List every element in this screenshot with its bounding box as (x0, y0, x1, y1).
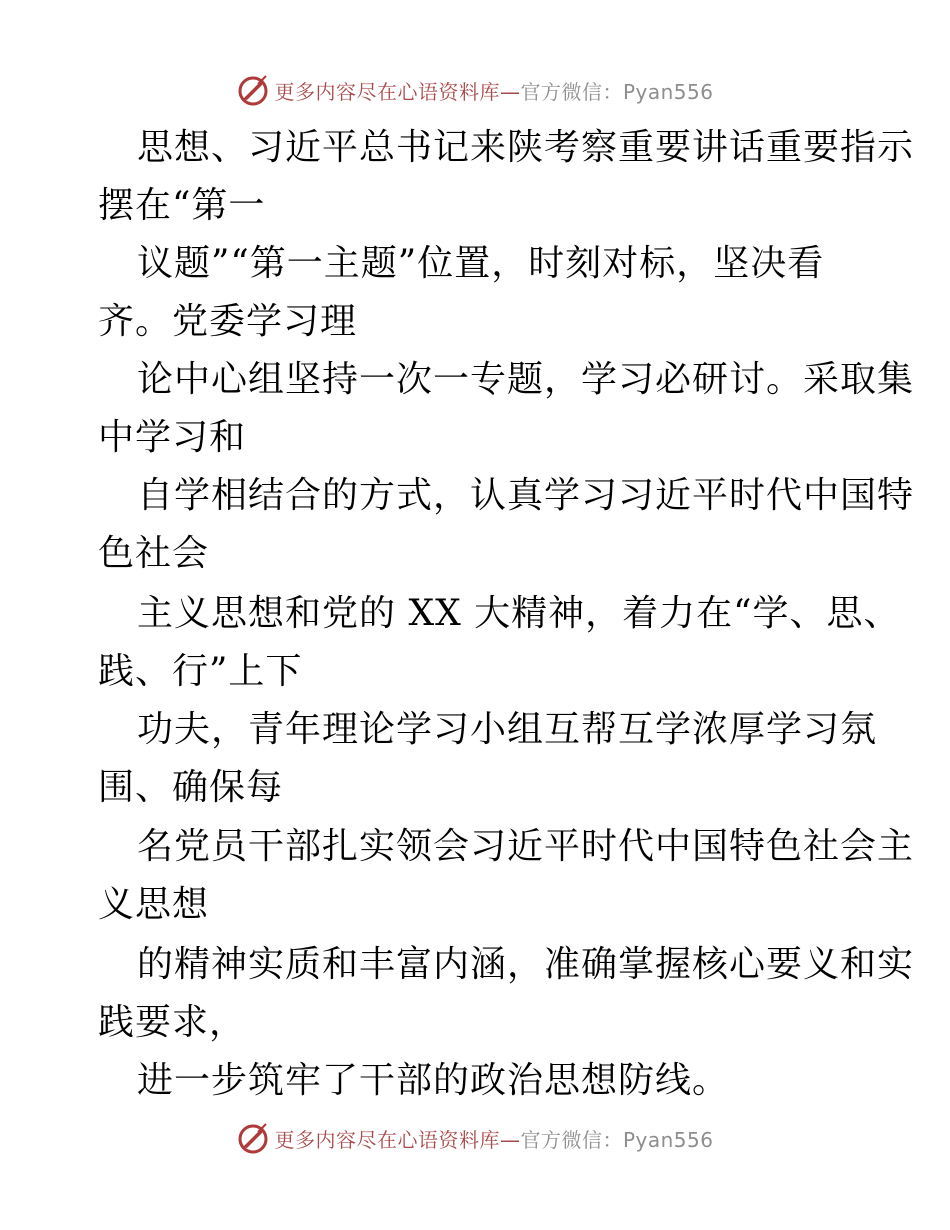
text-line: 色社会 (98, 533, 210, 574)
text-line: 思想、习近平总书记来陕考察重要讲话重要指示 (137, 127, 915, 168)
text-line: 围、确保每 (98, 767, 284, 808)
text-line: 论中心组坚持一次一专题，学习必研讨。采取集 (137, 359, 915, 400)
banner-wechat-text: 官方微信：Pyan556 (520, 79, 714, 104)
text-line: 功夫，青年理论学习小组互帮互学浓厚学习氛 (137, 709, 878, 750)
banner-separator: — (499, 1127, 521, 1152)
banner-main-text: 更多内容尽在心语资料库 (274, 79, 500, 104)
header-banner (0, 70, 950, 110)
text-line: 中学习和 (98, 417, 247, 458)
banner-separator: — (499, 79, 521, 104)
text-line: 义思想 (98, 884, 210, 925)
quill-logo-icon (236, 1121, 270, 1155)
banner-main-text: 更多内容尽在心语资料库 (274, 1127, 500, 1152)
quill-logo-icon (236, 73, 270, 107)
text-line: 进一步筑牢了干部的政治思想防线。 (137, 1060, 730, 1101)
text-line: 议题”“第一主题”位置，时刻对标，坚决看 (137, 243, 825, 284)
banner-text (274, 76, 713, 105)
text-line: 摆在“第一 (98, 185, 266, 226)
text-line: 的精神实质和丰富内涵，准确掌握核心要义和实 (137, 944, 915, 985)
text-line: 齐。党委学习理 (98, 301, 358, 342)
text-line: 名党员干部扎实领会习近平时代中国特色社会主 (137, 826, 915, 867)
banner-text (274, 1124, 713, 1153)
banner-wechat-text: 官方微信：Pyan556 (520, 1127, 714, 1152)
text-line: 践、行”上下 (98, 651, 303, 692)
text-line: 践要求， (98, 1002, 247, 1043)
text-line: 自学相结合的方式，认真学习习近平时代中国特 (137, 475, 915, 516)
text-line: 主义思想和党的 XX 大精神，着力在“学、思、 (137, 593, 901, 634)
footer-banner (0, 1118, 950, 1158)
